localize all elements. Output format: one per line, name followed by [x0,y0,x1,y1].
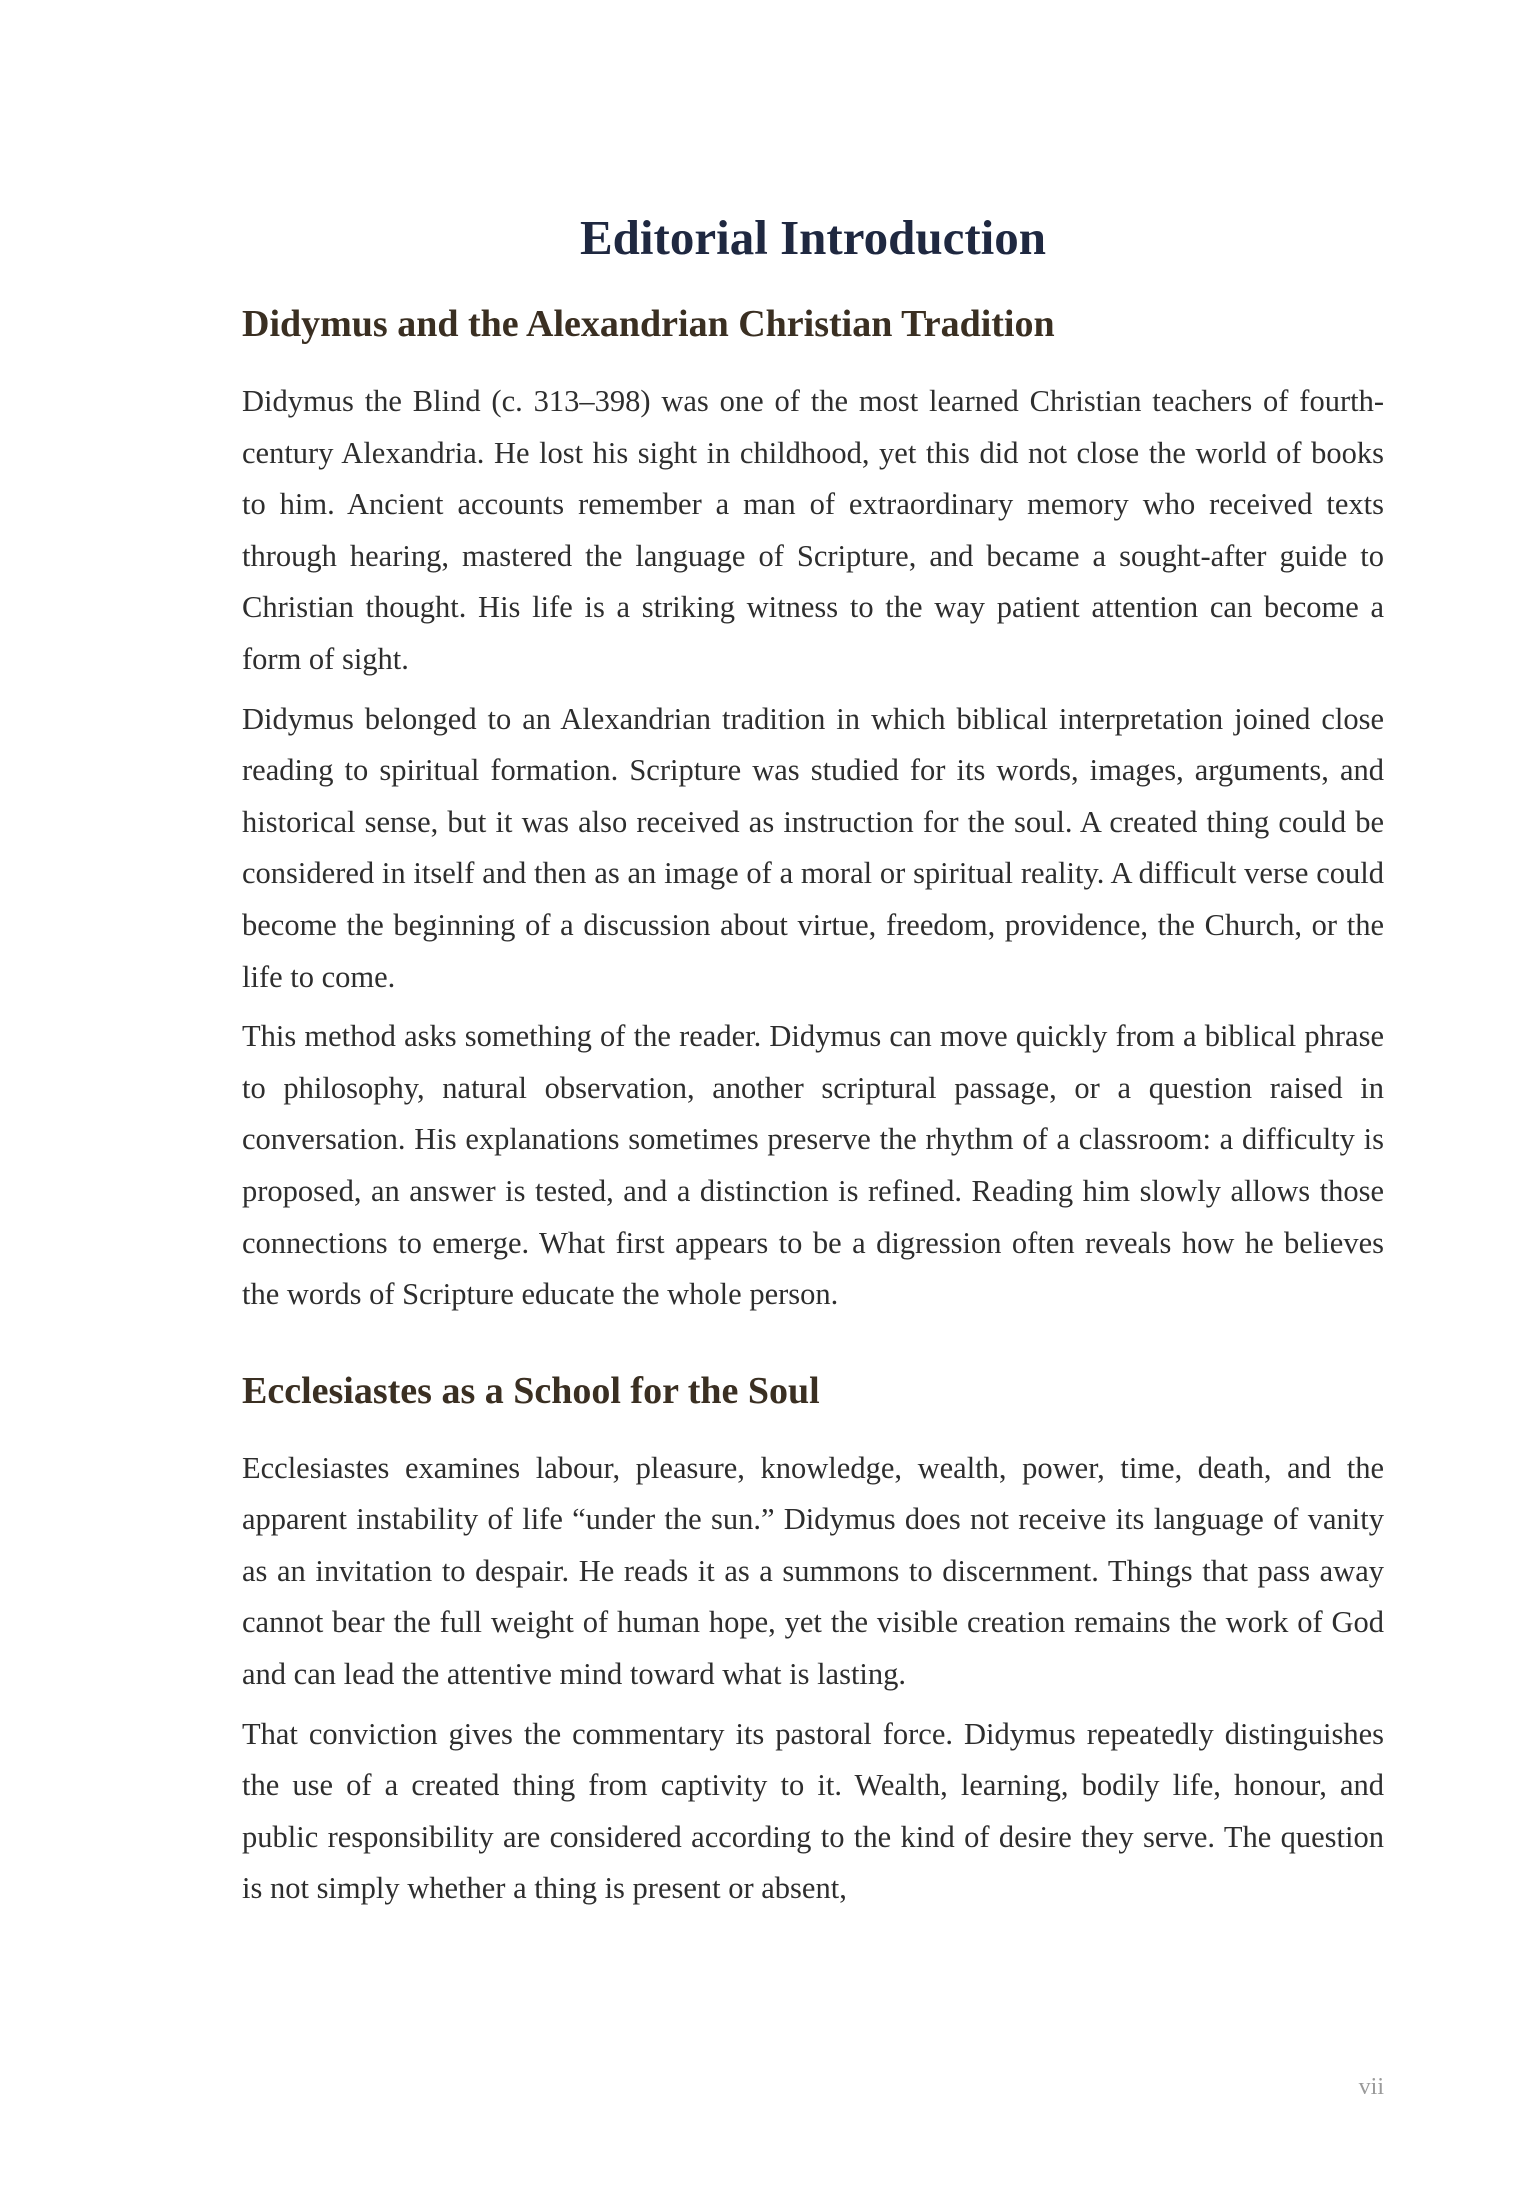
body-paragraph: That conviction gives the commentary its pastoral force. Didymus repeatedly distinguishes the use of a created thing from captivity to it. Wealth, learning, bodily life, honour, and public responsibility are considered according to the kind of desire they serve. The question is not simply whether a thing is present or absent, [242,1716,1384,1906]
body-paragraph: Didymus the Blind (c. 313–398) was one of the most learned Christian teachers of fourth-century Alexandria. He lost his sight in childhood, yet this did not close the world of books to him. Ancient accounts remember a man of extraordinary memory who received texts through hearing, mastered the language of Scripture, and became a sought-after guide to Christian thought. His life is a striking witness to the way patient attention can become a form of sight. [242,384,1384,676]
body-paragraph: This method asks something of the reader. Didymus can move quickly from a biblical phrase to philosophy, natural observation, another scriptural passage, or a question raised in conversation. His explanations sometimes preserve the rhythm of a classroom: a difficulty is proposed, an answer is tested, and a distinction is refined. Reading him slowly allows those connections to emerge. What first appears to be a digression often reveals how he believes the words of Scripture educate the whole person. [242,1019,1384,1312]
document-page [242,206,1384,1915]
page-number: vii [1358,2074,1384,2100]
section-heading-didymus: Didymus and the Alexandrian Christian Tradition [242,303,1055,345]
body-paragraph: Ecclesiastes examines labour, pleasure, knowledge, wealth, power, time, death, and the apparent instability of life “under the sun.” Didymus does not receive its language of vanity as an invitation to despair. He reads it as a summons to discernment. Things that pass away cannot bear the full weight of human hope, yet the visible creation remains the work of God and can lead the attentive mind toward what is lasting. [242,1450,1384,1692]
section-heading-ecclesiastes: Ecclesiastes as a School for the Soul [242,1369,820,1412]
body-paragraph: Didymus belonged to an Alexandrian tradition in which biblical interpretation joined close reading to spiritual formation. Scripture was studied for its words, images, arguments, and historical sense, but it was also received as instruction for the soul. A created thing could be considered in itself and then as an image of a moral or spiritual reality. A difficult verse could become the beginning of a discussion about virtue, freedom, providence, the Church, or the life to come. [242,701,1384,994]
page-title: Editorial Introduction [579,210,1047,265]
